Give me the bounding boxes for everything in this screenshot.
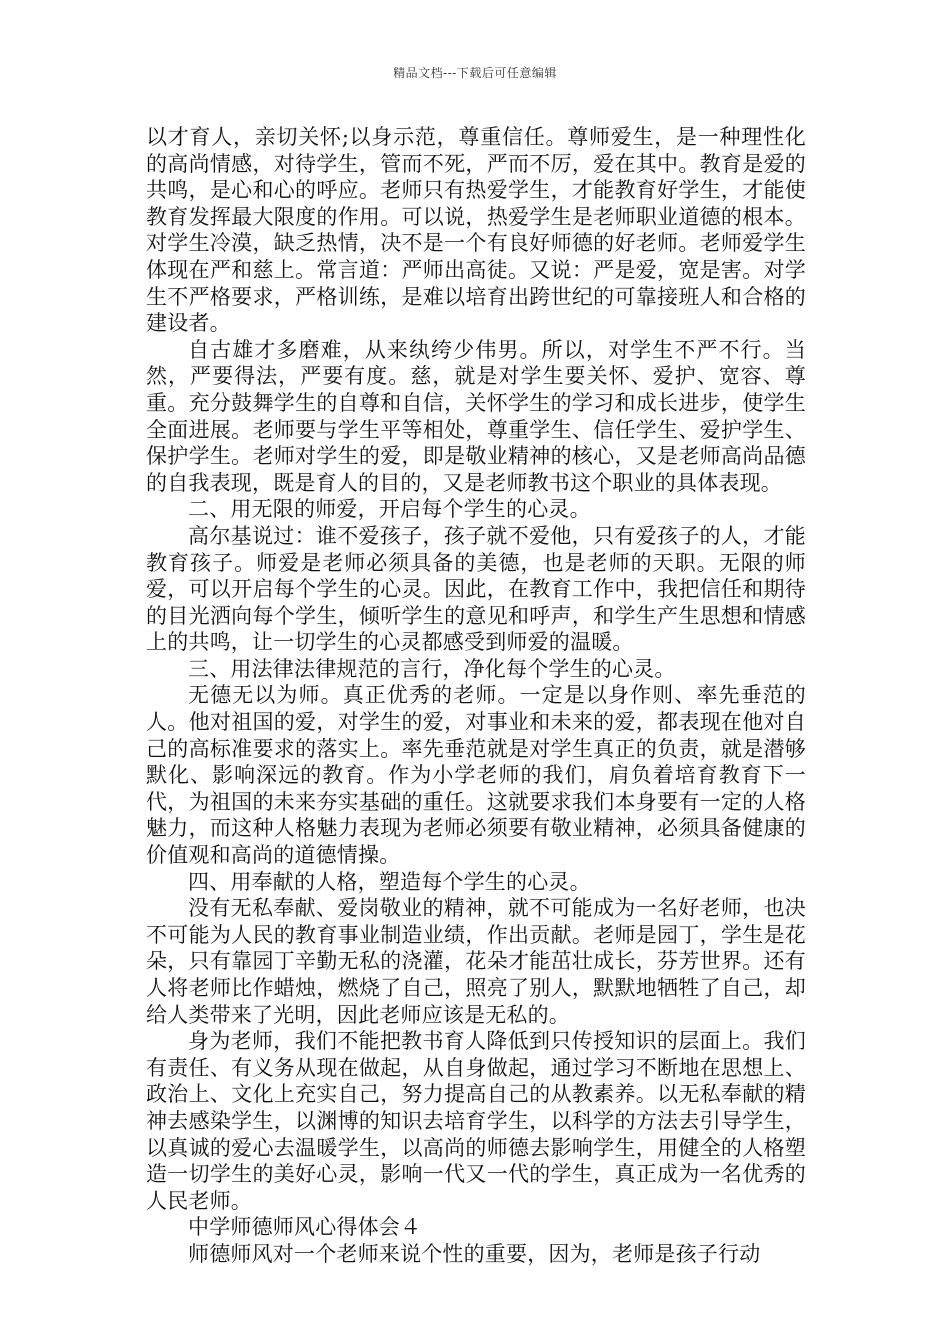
section-heading-2: 二、用无限的师爱，开启每个学生的心灵。: [188, 497, 591, 522]
page-header: 精品文档---下载后可任意编辑: [393, 66, 557, 80]
paragraph-strict-love: 自古雄才多磨难，从来纨绔少伟男。所以，对学生不严不行。当然，严要得法，严要有度。慈，就是对学生要关怀、爱护、宽容、尊重。充分鼓舞学生的自尊和自信，关怀学生的学习和成长进步，使学生全面进展。老师要与学生平等相处，尊重学生、信任学生、爱护学生、保护学生。老师对学生的爱，即是敬业精神的核心，又是老师高尚品德的自我表现，既是育人的目的，又是老师教书这个职业的具体表现。: [146, 337, 806, 495]
paragraph-responsibility: 身为老师，我们不能把教书育人降低到只传授知识的层面上。我们有责任、有义务从现在做起，从自身做起，通过学习不断地在思想上、政治上、文化上充实自己，努力提高自己的从教素养。以无私奉献的精神去感染学生，以渊博的知识去培育学生，以科学的方法去引导学生，以真诚的爱心去温暖学生，以高尚的师德去影响学生，用健全的人格塑造一切学生的美好心灵，影响一代又一代的学生，真正成为一名优秀的人民老师。: [146, 1029, 806, 1213]
section-title-4: 中学师德师风心得体会４: [188, 1215, 422, 1240]
section-heading-4: 四、用奉献的人格，塑造每个学生的心灵。: [188, 869, 591, 894]
section-heading-3: 三、用法律法律规范的言行，净化每个学生的心灵。: [188, 656, 676, 681]
paragraph-virtue: 无德无以为师。真正优秀的老师。一定是以身作则、率先垂范的人。他对祖国的爱，对学生的爱，对事业和未来的爱，都表现在他对自己的高标准要求的落实上。率先垂范就是对学生真正的负责，就是潜够默化、影响深远的教育。作为小学老师的我们，肩负着培育教育下一代，为祖国的未来夯实基础的重任。这就要求我们本身要有一定的人格魅力，而这种人格魅力表现为老师必须要有敬业精神，必须具备健康的价值观和高尚的道德情操。: [146, 683, 806, 868]
paragraph-dedication: 没有无私奉献、爱岗敬业的精神，就不可能成为一名好老师，也决不可能为人民的教育事业制造业绩，作出贡献。老师是园丁，学生是花朵，只有靠园丁辛勤无私的浇灌，花朵才能茁壮成长，芬芳世界。还有人将老师比作蜡烛，燃烧了自己，照亮了别人，默默地牺牲了自己，却给人类带来了光明，因此老师应该是无私的。: [146, 896, 806, 1027]
paragraph-gorky: 高尔基说过：谁不爱孩子，孩子就不爱他，只有爱孩子的人，才能教育孩子。师爱是老师必须具备的美德，也是老师的天职。无限的师爱，可以开启每个学生的心灵。因此，在教育工作中，我把信任和期待的目光洒向每个学生，倾听学生的意见和呼声，和学生产生思想和情感上的共鸣，让一切学生的心灵都感受到师爱的温暖。: [146, 523, 806, 655]
paragraph-continuation: 师德师风对一个老师来说个性的重要，因为，老师是孩子行动: [188, 1241, 761, 1266]
paragraph-intro: 以才育人，亲切关怀;以身示范，尊重信任。尊师爱生，是一种理性化的高尚情感，对待学生，管而不死，严而不厉，爱在其中。教育是爱的共鸣，是心和心的呼应。老师只有热爱学生，才能教育好学生，才能使教育发挥最大限度的作用。可以说，热爱学生是老师职业道德的根本。对学生冷漠，缺乏热情，决不是一个有良好师德的好老师。老师爱学生体现在严和慈上。常言道：严师出高徒。又说：严是爱，宽是害。对学生不严格要求，严格训练，是难以培育出跨世纪的可靠接班人和合格的建设者。: [146, 125, 806, 336]
document-body: [146, 124, 806, 1268]
